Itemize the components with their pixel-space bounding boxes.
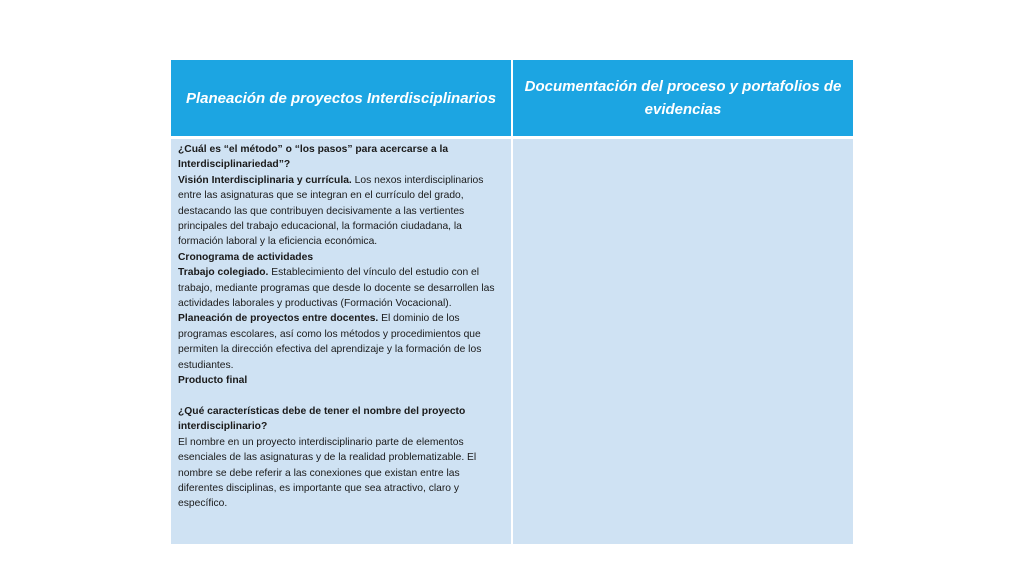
question-name-text: ¿Qué características debe de tener el nombre del proyecto interdisciplinario? <box>178 405 466 433</box>
nombre-text: El nombre en un proyecto interdisciplinario parte de elementos esenciales de las asignaturas y de la realidad problematizable. El nombre se debe referir a las conexiones que existan entre las diferentes disciplinas, es importante que sea atractivo, claro y específico. <box>178 436 477 510</box>
planeacion-content <box>178 142 503 512</box>
planeacion-paragraph <box>178 311 503 373</box>
trabajo-text: Establecimiento del vínculo del estudio con el trabajo, mediante programas que desde lo docente se desarrollen las actividades laborales y productivas (Formación Vocacional). <box>178 267 495 310</box>
blank-line <box>178 389 503 404</box>
cronograma-heading <box>178 250 503 265</box>
producto-heading <box>178 373 503 388</box>
cronograma-text: Cronograma de actividades <box>178 251 314 263</box>
question-method <box>178 142 503 173</box>
question-method-text: ¿Cuál es “el método” o “los pasos” para acercarse a la Interdisciplinariedad”? <box>178 144 449 171</box>
planeacion-cell <box>171 139 511 544</box>
documentacion-cell <box>513 139 853 544</box>
planeacion-text: El dominio de los programas escolares, así como los métodos y procedimientos que permiten la dirección efectiva del aprendizaje y la formación de los estudiantes. <box>178 313 482 371</box>
nombre-paragraph <box>178 435 503 512</box>
vision-title: Visión Interdisciplinaria y currícula. <box>178 174 352 186</box>
comparison-table <box>171 60 853 544</box>
vision-paragraph <box>178 173 503 250</box>
vision-text: Los nexos interdisciplinarios entre las asignaturas que se integran en el currículo del grado, destacando las que contribuyen decisivamente a las vertientes principales del trabajo educacional, la formación ciudadana, la formación laboral y la eficiencia económica. <box>178 174 484 248</box>
question-name <box>178 404 503 435</box>
producto-text: Producto final <box>178 375 248 387</box>
header-documentacion: Documentación del proceso y portafolios de evidencias <box>513 60 853 136</box>
column-divider <box>511 60 513 544</box>
trabajo-paragraph <box>178 265 503 311</box>
planeacion-title: Planeación de proyectos entre docentes. <box>178 313 379 325</box>
trabajo-title: Trabajo colegiado. <box>178 267 269 279</box>
header-planeacion: Planeación de proyectos Interdisciplinarios <box>171 60 511 136</box>
